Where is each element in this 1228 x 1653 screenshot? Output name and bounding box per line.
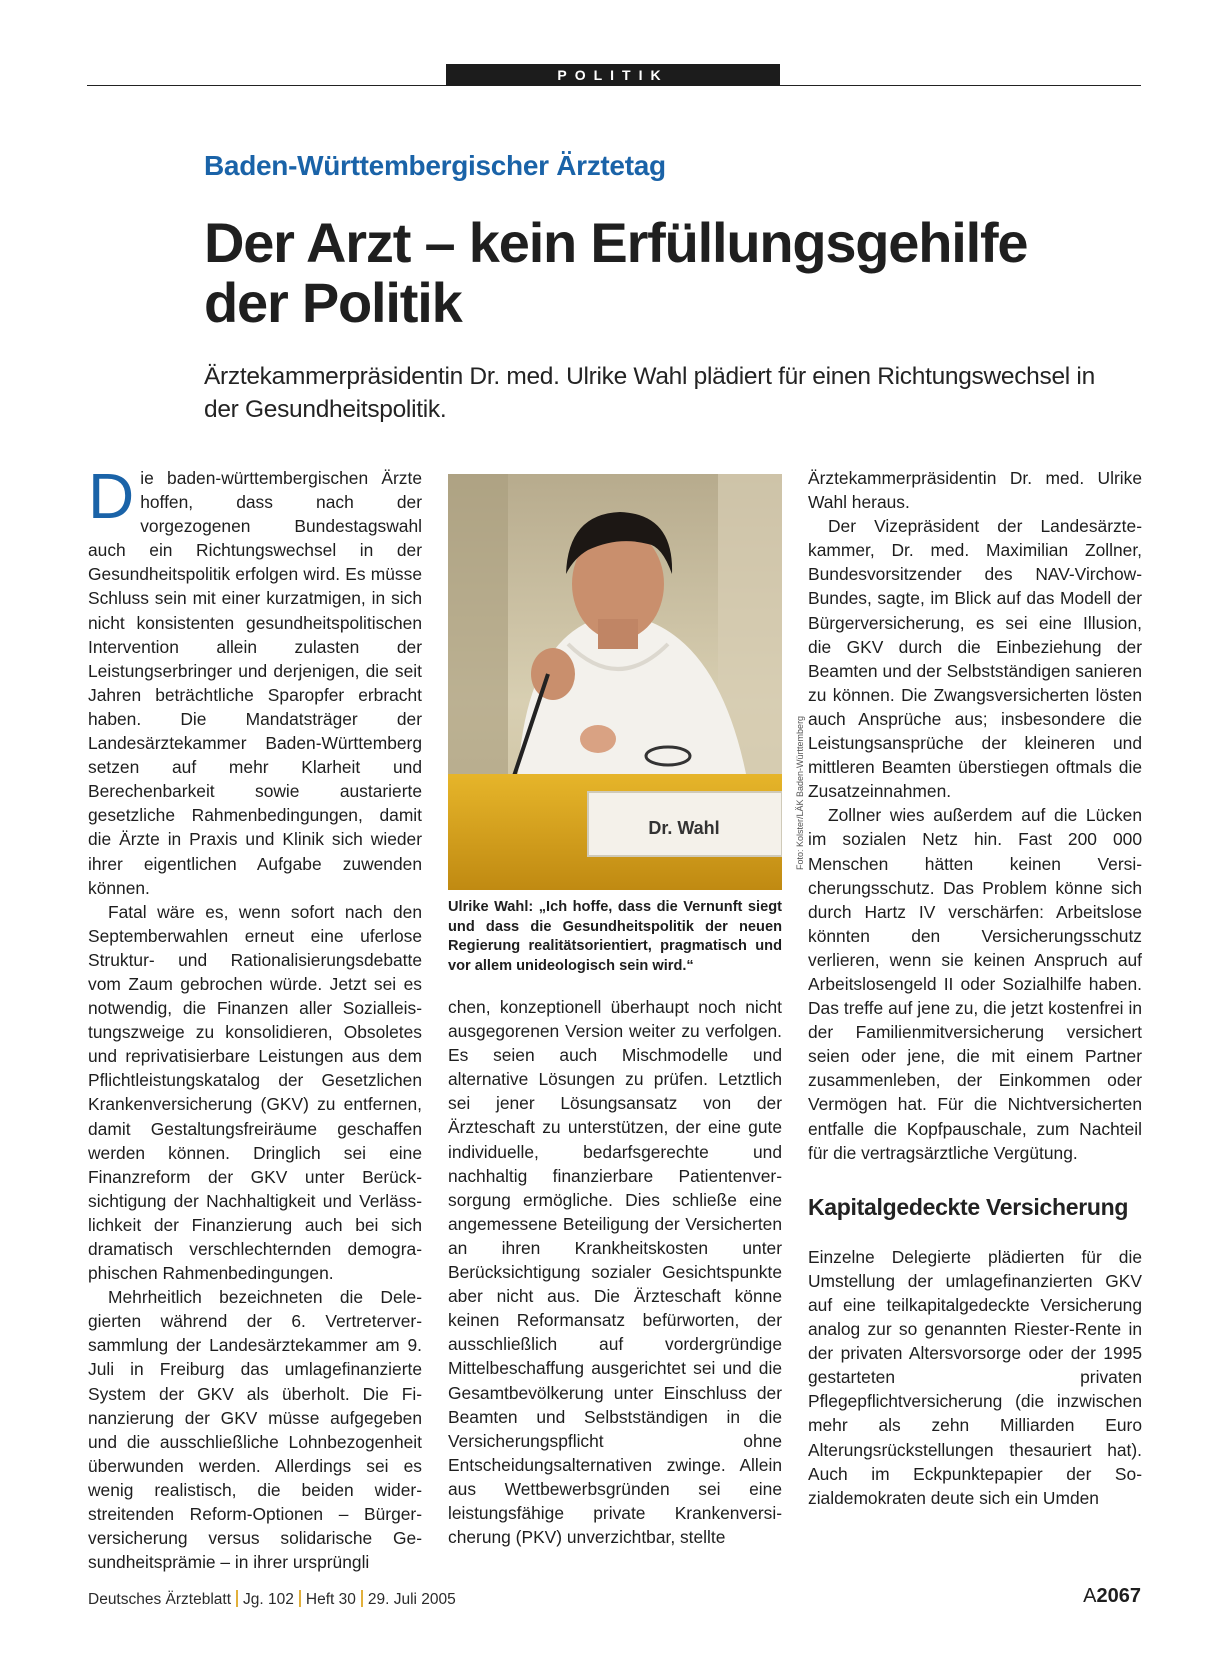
column-3 xyxy=(808,466,1142,1510)
issue-date: 29. Juli 2005 xyxy=(367,1591,456,1608)
section-rubric: POLITIK xyxy=(446,64,780,86)
issue: Heft 30 xyxy=(305,1591,356,1608)
article-subtitle: Ärztekammerpräsidentin Dr. med. Ulrike Wahl plädiert für einen Richtungswechsel in der Gesundheitspolitik. xyxy=(204,363,1095,423)
column-1 xyxy=(88,460,422,1574)
article-kicker: Baden-Württembergischer Ärztetag xyxy=(204,150,666,181)
paragraph: Ärztekammerpräsidentin Dr. med. Ulrike Wahl heraus. xyxy=(808,468,1142,513)
journal-name: Deutsches Ärzteblatt xyxy=(88,1591,232,1608)
photo-credit: Foto: Kolster/LÄK Baden-Württemberg xyxy=(795,715,805,870)
paragraph: Einzelne Delegierte plädierten für die Umstellung der umlagefinanzierten GKV auf eine teilkapitalgedeckte Versicherung analog zur so genannten Riester-Rente in der privaten Altersvorsorge oder der 1995 gestarteten privaten Pflegepflichtversicherung (die inzwischen mehr als zehn Milliarden Euro Alterungsrückstellungen thesauriert hat). Auch im Eckpunktepapier der Sozialdemokraten deute sich ein Umden xyxy=(808,1246,1142,1508)
paragraph xyxy=(88,460,422,900)
article-photo xyxy=(448,474,782,890)
separator xyxy=(236,1590,238,1607)
footer-citation xyxy=(88,1590,456,1609)
paragraph: Zollner wies außerdem auf die Lücken im sozialen Netz hin. Fast 200 000 Menschen hätten keinen Versicherungsschutz. Das Problem könne sich durch Hartz IV verschärfen: Arbeitslose könnten den Versicherungsschutz verlieren, wenn sie keinen Anspruch auf Arbeitslosengeld II oder Sozialhilfe haben. Das treffe auf jene zu, die jetzt kostenfrei in der Familienmitversicherung versichert seien oder jene, die mit einem Partner zusammenleben, der Einkommen oder Vermögen hat. Für die Nichtversicherten entfalle die Kopfpauschale, zum Nachteil für die vertragsärztliche Vergütung. xyxy=(808,805,1142,1163)
paragraph: Mehrheitlich bezeichneten die Delegierten während der 6. Vertreterversammlung der Landesärztekammer am 9. Juli in Freiburg das umlagefinanzierte System der GKV als überholt. Die Finanzierung der GKV müsse aufgegeben und die ausschließliche Lohnbezogenheit überwunden werden. Allerdings sei es wenig realistisch, die beiden widerstreitenden Reform-Optionen – Bürgerversicherung versus solidarische Gesundheitsprämie – in ihrer ursprüngli xyxy=(88,1287,422,1573)
section-heading: Kapitalgedeckte Versicherung xyxy=(808,1193,1129,1220)
separator xyxy=(299,1590,301,1607)
page-number xyxy=(1083,1585,1141,1608)
drop-cap: D xyxy=(88,460,135,532)
volume: Jg. 102 xyxy=(243,1591,294,1608)
page-prefix: A xyxy=(1083,1585,1097,1607)
page-number-value: 2067 xyxy=(1096,1585,1141,1607)
nameplate-text: Dr. Wahl xyxy=(648,818,720,838)
paragraph: chen, konzeptionell überhaupt noch nicht ausgegorenen Version weiter zu verfolgen. Es seien auch Mischmodelle und alternative Lösungen zu prüfen. Letztlich sei jener Lösungsansatz von der Ärzteschaft zu unterstützen, der eine gute individuelle, bedarfsgerechte und nachhaltig finanzierbare Patientenversorgung ermögliche. Dies schließe eine angemessene Beteiligung der Versicherten an ihren Krankheitskosten unter Berücksichtigung sozialer Gesichtspunkte aber nicht aus. Die Ärzteschaft könne keinen Reformansatz befürworten, der ausschließlich auf vordergründige Mittelbeschaffung ausgerichtet sei und die Gesamtbevölkerung unter Einschluss der Beamten und Selbstständigen in die Versicherungspflicht ohne Entscheidungsalternativen zwinge. Allein aus Wettbewerbsgründen sei eine leistungsfähige private Krankenversicherung (PKV) unverzichtbar, stellte xyxy=(448,997,782,1548)
paragraph: Fatal wäre es, wenn sofort nach den Septemberwahlen erneut eine uferlose Struktur- und Rationalisierungsdebatte vom Zaum gebrochen würde. Jetzt sei es notwendig, die Finanzen aller Sozialleistungszweige zu konsolidieren, Obsoletes und reprivatisierbare Leistungen aus dem Pflichtleistungskatalog der Gesetzlichen Krankenversicherung (GKV) zu entfernen, damit Gestaltungsfreiräume geschaffen werden können. Dringlich sei eine Finanzreform der GKV unter Berücksichtigung der Nachhaltigkeit und Verlässlichkeit der Finanzierung auch bei sich dramatisch verschlechternden demographischen Rahmenbedingungen. xyxy=(88,901,422,1284)
photo-caption: Ulrike Wahl: „Ich hoffe, dass die Vernunft siegt und dass die Gesundheitspolitik der neuen Regierung realitätsorientiert, pragmatisch und vor allem unideologisch sein wird.“ xyxy=(448,899,782,974)
paragraph-text: ie baden-württembergischen Ärzte hoffen, dass nach der vorgezogenen Bundestagswahl auch ein Richtungswechsel in der Gesundheitspolitik erfolgen wird. Es müsse Schluss sein mit einer kurzatmigen, in sich nicht konsistenten gesundheitspolitischen Intervention allein zulasten der Leistungserbringer und derjenigen, die seit Jahren beträchtliche Sparopfer erbracht haben. Die Mandatsträger der Landesärztekammer Baden-Württemberg setzen auf mehr Klarheit und Berechenbarkeit sowie austarierte gesetzliche Rahmenbedingungen, damit die Ärzte in Praxis und Klinik sich wieder ihrer eigentlichen Aufgabe zuwenden können. xyxy=(88,468,422,898)
paragraph: Der Vizepräsident der Landesärztekammer, Dr. med. Maximilian Zollner, Bundesvorsitzender des NAV-Virchow-Bundes, sagte, im Blick auf das Modell der Bürgerversicherung, es sei eine Illusion, die GKV durch die Einbeziehung der Beamten und der Selbstständigen sanieren zu können. Die Zwangsversicherten lösten auch Ansprüche aus; insbesondere die Leistungsansprüche der kleineren und mittleren Beamten überstiegen oftmals die Zusatzeinnahmen. xyxy=(808,516,1142,802)
article-title: Der Arzt – kein Erfüllungsgehilfe der Politik xyxy=(204,211,1028,334)
column-2 xyxy=(448,995,782,1549)
portrait-illustration xyxy=(448,474,782,890)
separator xyxy=(361,1590,363,1607)
